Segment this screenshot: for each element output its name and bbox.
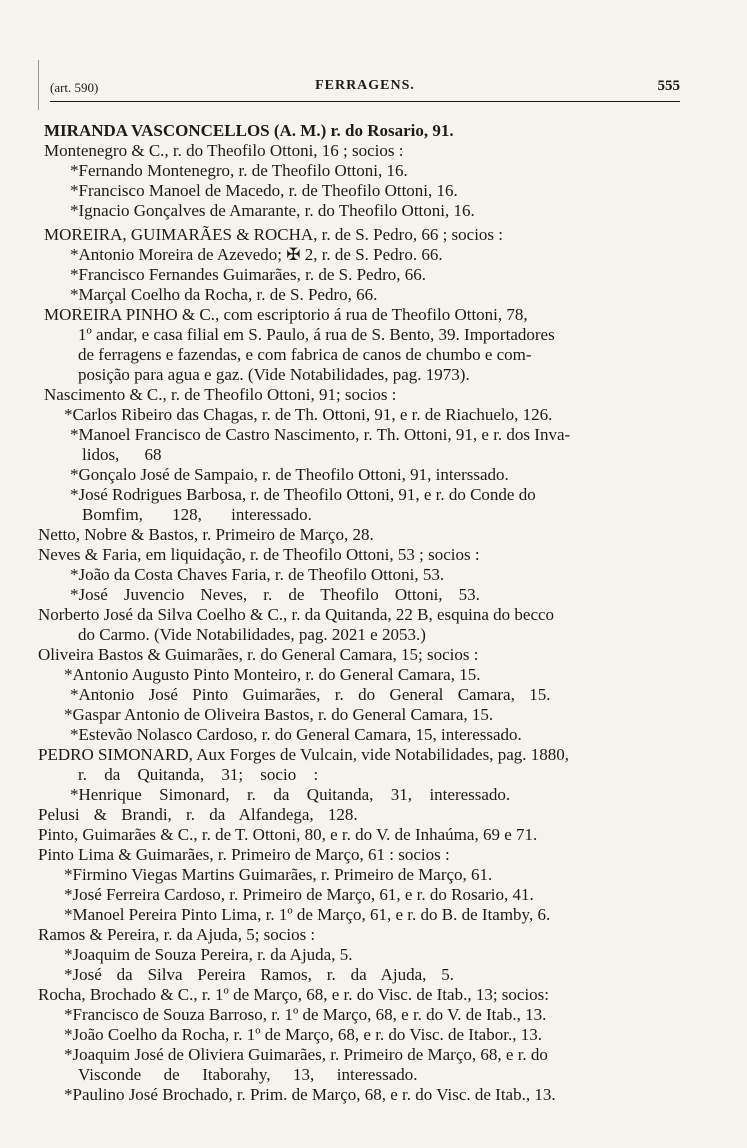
- entry-line: *Antonio Augusto Pinto Monteiro, r. do General Camara, 15.: [64, 665, 481, 684]
- entry-line: *Francisco Fernandes Guimarães, r. de S. Pedro, 66.: [70, 265, 426, 284]
- entry-line: Rocha, Brochado & C., r. 1º de Março, 68, e r. do Visc. de Itab., 13; socios:: [38, 985, 550, 1004]
- entry-line: *João da Costa Chaves Faria, r. de Theofilo Ottoni, 53.: [70, 565, 445, 584]
- margin-rule: [38, 60, 39, 110]
- entry-line: *Joaquim de Souza Pereira, r. da Ajuda, 5.: [64, 945, 353, 964]
- entry-line: *Ignacio Gonçalves de Amarante, r. do Theofilo Ottoni, 16.: [70, 201, 475, 220]
- entry-line: *Firmino Viegas Martins Guimarães, r. Primeiro de Março, 61.: [64, 865, 493, 884]
- entry-line: r. da Quitanda, 31; socio :: [78, 765, 319, 784]
- entry-line: 1º andar, e casa filial em S. Paulo, á rua de S. Bento, 39. Importadores: [78, 325, 555, 344]
- entry-line: *Marçal Coelho da Rocha, r. de S. Pedro, 66.: [70, 285, 378, 304]
- entry-line: lidos, 68: [82, 445, 162, 464]
- entry-line: *José Ferreira Cardoso, r. Primeiro de Março, 61, e r. do Rosario, 41.: [64, 885, 534, 904]
- entry-line: Montenegro & C., r. do Theofilo Ottoni, 16 ; socios :: [44, 141, 404, 160]
- entry-line: de ferragens e fazendas, e com fabrica de canos de chumbo e com-: [78, 345, 532, 364]
- entry-line: *José da Silva Pereira Ramos, r. da Ajuda, 5.: [64, 965, 455, 984]
- entry-line: Oliveira Bastos & Guimarães, r. do General Camara, 15; socios :: [38, 645, 479, 664]
- entry-line: MOREIRA, GUIMARÃES & ROCHA, r. de S. Pedro, 66 ; socios :: [44, 225, 504, 244]
- entry-line: *João Coelho da Rocha, r. 1º de Março, 68, e r. do Visc. de Itabor., 13.: [64, 1025, 542, 1044]
- page-number: 555: [657, 78, 680, 94]
- entry-line: *Manoel Francisco de Castro Nascimento, r. Th. Ottoni, 91, e r. dos Inva-: [70, 425, 571, 444]
- article-reference: (art. 590): [50, 80, 99, 95]
- entry-line: *Antonio Moreira de Azevedo; ✠ 2, r. de S. Pedro. 66.: [70, 245, 443, 264]
- entry-line: *José Juvencio Neves, r. de Theofilo Ottoni, 53.: [70, 585, 480, 604]
- entry-line: *Estevão Nolasco Cardoso, r. do General Camara, 15, interessado.: [70, 725, 522, 744]
- entry-line: Neves & Faria, em liquidação, r. de Theofilo Ottoni, 53 ; socios :: [38, 545, 480, 564]
- entry-line: *Manoel Pereira Pinto Lima, r. 1º de Março, 61, e r. do B. de Itamby, 6.: [64, 905, 551, 924]
- entry-line: Pelusi & Brandi, r. da Alfandega, 128.: [38, 805, 358, 824]
- entry-line: *Francisco de Souza Barroso, r. 1º de Março, 68, e r. do V. de Itab., 13.: [64, 1005, 547, 1024]
- entry-line: *Henrique Simonard, r. da Quitanda, 31, interessado.: [70, 785, 511, 804]
- entry-line: PEDRO SIMONARD, Aux Forges de Vulcain, vide Notabilidades, pag. 1880,: [38, 745, 569, 764]
- entry-line: do Carmo. (Vide Notabilidades, pag. 2021 e 2053.): [78, 625, 426, 644]
- entry-line: Visconde de Itaborahy, 13, interessado.: [78, 1065, 418, 1084]
- page-header: [50, 78, 680, 100]
- header-rule: [50, 101, 680, 102]
- section-title: FERRAGENS.: [315, 78, 415, 93]
- entry-line: MOREIRA PINHO & C., com escriptorio á rua de Theofilo Ottoni, 78,: [44, 305, 528, 324]
- entry-line: Norberto José da Silva Coelho & C., r. da Quitanda, 22 B, esquina do becco: [38, 605, 555, 624]
- entry-line: *Gonçalo José de Sampaio, r. de Theofilo Ottoni, 91, interssado.: [70, 465, 509, 484]
- entry-line: *Carlos Ribeiro das Chagas, r. de Th. Ottoni, 91, e r. de Riachuelo, 126.: [64, 405, 553, 424]
- entry-line: *Francisco Manoel de Macedo, r. de Theofilo Ottoni, 16.: [70, 181, 458, 200]
- entry-line: *Antonio José Pinto Guimarães, r. do General Camara, 15.: [70, 685, 551, 704]
- entry-line: *Gaspar Antonio de Oliveira Bastos, r. do General Camara, 15.: [64, 705, 494, 724]
- entry-line: posição para agua e gaz. (Vide Notabilidades, pag. 1973).: [78, 365, 470, 384]
- entry-line: Bomfim, 128, interessado.: [82, 505, 312, 524]
- entry-line: Nascimento & C., r. de Theofilo Ottoni, 91; socios :: [44, 385, 397, 404]
- entry-line: Netto, Nobre & Bastos, r. Primeiro de Março, 28.: [38, 525, 374, 544]
- entry-line: *Fernando Montenegro, r. de Theofilo Ottoni, 16.: [70, 161, 408, 180]
- entry-line: *Joaquim José de Oliviera Guimarães, r. Primeiro de Março, 68, e r. do: [64, 1045, 548, 1064]
- entry-line: MIRANDA VASCONCELLOS (A. M.) r. do Rosario, 91.: [44, 121, 454, 140]
- entry-line: *Paulino José Brochado, r. Prim. de Março, 68, e r. do Visc. de Itab., 13.: [64, 1085, 556, 1104]
- entry-line: Ramos & Pereira, r. da Ajuda, 5; socios :: [38, 925, 316, 944]
- entry-line: *José Rodrigues Barbosa, r. de Theofilo Ottoni, 91, e r. do Conde do: [70, 485, 536, 504]
- entry-line: Pinto, Guimarães & C., r. de T. Ottoni, 80, e r. do V. de Inhaúma, 69 e 71.: [38, 825, 538, 844]
- entry-line: Pinto Lima & Guimarães, r. Primeiro de Março, 61 : socios :: [38, 845, 450, 864]
